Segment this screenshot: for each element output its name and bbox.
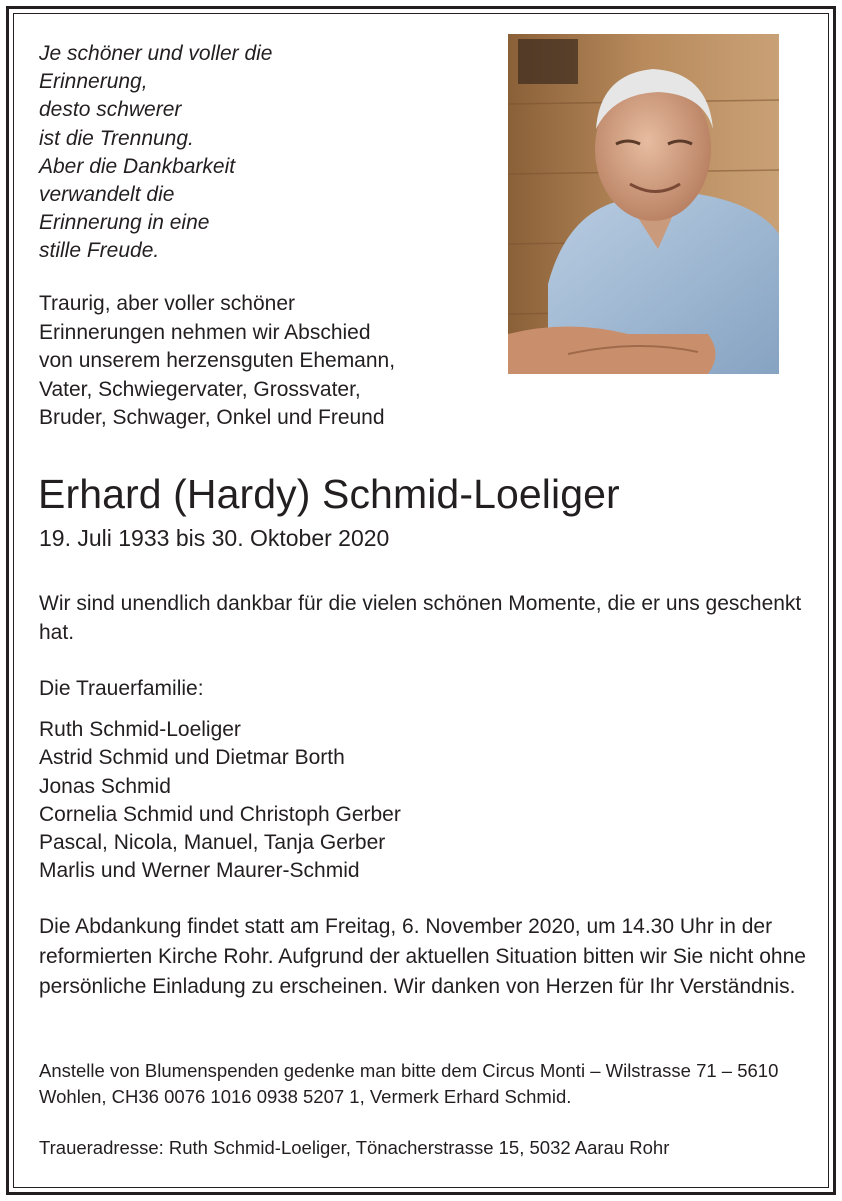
deceased-name: Erhard (Hardy) Schmid-Loeliger	[38, 471, 620, 517]
donation-notice: Anstelle von Blumenspenden gedenke man bitte dem Circus Monti – Wilstrasse 71 – 5610 Wohlen, CH36 0076 1016 0938 5207 1, Vermerk Erhard Schmid.	[39, 1060, 779, 1107]
mourning-address: Traueradresse: Ruth Schmid-Loeliger, Tönacherstrasse 15, 5032 Aarau Rohr	[39, 1137, 670, 1158]
farewell-intro: Traurig, aber voller schöner Erinnerungen nehmen wir Abschied von unserem herzensguten Ehemann, Vater, Schwiegervater, Grossvater, Bruder, Schwager, Onkel und Freund	[39, 292, 396, 429]
gratitude-text: Wir sind unendlich dankbar für die vielen schönen Momente, die er uns geschenkt hat.	[39, 592, 802, 644]
memorial-poem: Je schöner und voller die Erinnerung, desto schwerer ist die Trennung. Aber die Dankbarkeit verwandelt die Erinnerung in eine stille Freude.	[39, 42, 273, 263]
ceremony-announcement: Die Abdankung findet statt am Freitag, 6. November 2020, um 14.30 Uhr in der reformierten Kirche Rohr. Aufgrund der aktuellen Situation bitten wir Sie nicht ohne persönliche Einladung zu erscheinen. Wir danken von Herzen für Ihr Verständnis.	[39, 915, 806, 998]
family-heading: Die Trauerfamilie:	[39, 677, 204, 700]
family-members-list: Ruth Schmid-Loeliger Astrid Schmid und Dietmar Borth Jonas Schmid Cornelia Schmid und Christoph Gerber Pascal, Nicola, Manuel, Tanja Gerber Marlis und Werner Maurer-Schmid	[39, 718, 401, 883]
portrait-photo	[508, 34, 779, 374]
life-dates: 19. Juli 1933 bis 30. Oktober 2020	[39, 525, 390, 551]
